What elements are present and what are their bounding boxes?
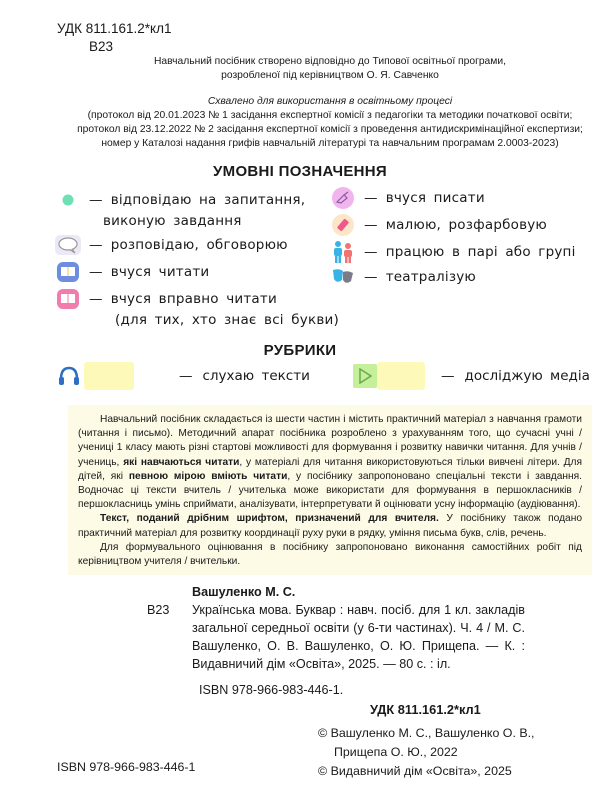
info-paragraph-1: Навчальний посібник складається із шести частин і містить практичний матеріал з навчання грамоти (читання і письмо). Методичний апарат посібника розроблено з урахуванням того, що сучасні учні / учениці 1 класу мають різні стартові можливості для формування і розвитку навички читання. Для учнів / учениць, які навчаються читати, у матеріалі для читання використовуються тільки вивчені літери. Для дітей, які певною мірою вміють читати, у посібнику запропоновано спеціальні тексти і завдання. Водночас ці тексти вчитель / учителька може використати для формування в першокласників / першокласниць умінь сприймати, аналізувати, інтерпретувати й оцінювати усну інформацію (аудіювання). xyxy=(78,414,583,511)
legend-item-read: — вчуся читати xyxy=(55,262,339,282)
speech-bubble-icon xyxy=(55,235,81,255)
copyright-line: © Вашуленко М. С., Вашуленко О. В., xyxy=(318,726,535,740)
author: Вашуленко М. С. xyxy=(192,585,296,599)
legend-item-draw: — малюю, розфарбовую xyxy=(330,215,576,235)
bibliographic-description: Українська мова. Буквар : навч. посіб. для 1 кл. закладів загальної середньої освіти (у 6-ти частинах). Ч. 4 / М. С. Вашуленко, О. В. Вашуленко, О. Ю. Прищепа. — К. : Видавничий дім «Освіта», 2025. — 80 с. : іл. xyxy=(192,603,525,671)
legend-left xyxy=(55,190,339,328)
legend-label: розповідаю, обговорюю xyxy=(110,237,288,253)
info-paragraph-3: Для формувального оцінювання в посібнику запропоновано виконання самостійних робіт під керівництвом учителя / вчительки. xyxy=(78,541,582,568)
intro-note xyxy=(60,55,600,83)
legend-item-discuss: — розповідаю, обговорюю xyxy=(55,235,339,255)
classification-code: В23 xyxy=(147,603,170,617)
copyright-line: Прищепа О. Ю., 2022 xyxy=(334,745,458,759)
bibliographic-isbn: ISBN 978-966-983-446-1. xyxy=(199,683,344,697)
legend-label-cont: (для тих, хто знає всі букви) xyxy=(115,312,339,328)
approval-title: Схвалено для використання в освітньому процесі xyxy=(207,96,453,107)
pair-people-icon xyxy=(330,242,356,262)
rubric-item-media: — досліджую медіа xyxy=(353,362,590,390)
legend-label: малюю, розфарбовую xyxy=(385,217,547,233)
copyright-line: © Видавничий дім «Освіта», 2025 xyxy=(318,764,512,778)
rubric-label: слухаю тексти xyxy=(202,368,310,384)
legend-label: вчуся читати xyxy=(110,264,210,280)
rubric-item-listen: — слухаю тексти xyxy=(58,362,310,390)
info-paragraph-2: Текст, поданий дрібним шрифтом, призначений для вчителя. У посібнику також подано практичний матеріал для розвитку координації руху руки в рядку, уміння письма букв, слів, речень. xyxy=(78,513,582,539)
theater-masks-icon xyxy=(330,267,356,287)
rubric-yellow-pad xyxy=(377,362,425,390)
legend-right xyxy=(330,188,576,287)
rubric-label: досліджую медіа xyxy=(464,368,590,384)
legend-label-cont: виконую завдання xyxy=(103,213,242,229)
legend-item-answer: — відповідаю на запитання, xyxy=(55,190,339,210)
udk-bottom: УДК 811.161.2*кл1 xyxy=(370,702,481,717)
rubric-yellow-pad xyxy=(84,362,134,390)
pencil-eraser-icon xyxy=(330,215,356,235)
bibliographic-record xyxy=(147,583,525,673)
legend-label: театралізую xyxy=(385,269,476,285)
approval-line: номер у Каталозі надання грифів навчальній літературі та навчальним програмам 2.0003-2023) xyxy=(101,138,559,149)
udk-code: УДК 811.161.2*кл1 xyxy=(57,21,172,36)
pink-book-icon xyxy=(55,289,81,309)
writing-hand-icon xyxy=(330,188,356,208)
isbn-footer: ISBN 978-966-983-446-1 xyxy=(57,760,196,774)
legend-title: УМОВНІ ПОЗНАЧЕННЯ xyxy=(213,163,387,180)
legend-item-write: — вчуся писати xyxy=(330,188,576,208)
legend-item-theater: — театралізую xyxy=(330,267,576,287)
classification-code: В23 xyxy=(89,39,114,54)
intro-line: розробленої під керівництвом О. Я. Савченко xyxy=(221,70,439,81)
info-box xyxy=(68,405,592,575)
rubrics-title: РУБРИКИ xyxy=(263,342,337,359)
udk-header xyxy=(57,20,171,56)
legend-label: працюю в парі або групі xyxy=(385,244,576,260)
green-dot-icon xyxy=(55,190,81,210)
approval-line: протокол від 23.12.2022 № 2 засідання експертної комісії з проведення антидискримінаційної експертизи; xyxy=(77,124,583,135)
headphones-icon xyxy=(58,362,84,390)
play-icon xyxy=(353,364,377,388)
approval-note xyxy=(60,95,600,151)
legend-item-read-fluent: — вчуся вправно читати xyxy=(55,289,339,309)
approval-line: (протокол від 20.01.2023 № 1 засідання експертної комісії з педагогіки та методики початкової освіти; xyxy=(87,110,573,121)
legend-item-pair: — працюю в парі або групі xyxy=(330,242,576,262)
copyright-block xyxy=(318,724,534,781)
blue-book-icon xyxy=(55,262,81,282)
intro-line: Навчальний посібник створено відповідно до Типової освітньої програми, xyxy=(154,56,506,67)
legend-label: вчуся вправно читати xyxy=(110,291,277,307)
legend-label: відповідаю на запитання, xyxy=(110,192,306,208)
legend-label: вчуся писати xyxy=(385,190,485,206)
